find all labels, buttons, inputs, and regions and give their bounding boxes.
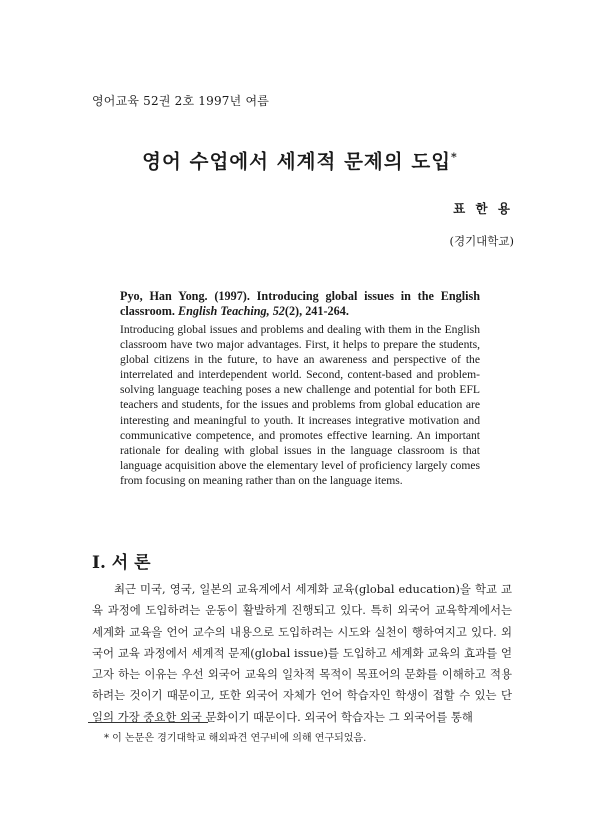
citation-authors-year: Pyo, Han Yong. (1997). Introducing global issues in the English classroom.	[120, 289, 480, 318]
abstract: Introducing global issues and problems and dealing with them in the English classroom have two major advantages. First, it helps to prepare the students, global citizens in the future, to have an awareness and perspective of the interrelated and interdependent world. Second, content-based and problem-solving language teaching poses a new challenge and potential for both EFL teachers and students, for the issues and problems from global education are interesting and meaningful to youth. It increases integrative motivation and communicative competence, and promotes effective learning. An important rationale for dealing with global issues in the language classroom is that language acquisition above the elementary level of proficiency largely comes from focusing on meaning rather than on the language items.	[120, 323, 480, 487]
article-title-text: 영어 수업에서 세계적 문제의 도입	[142, 150, 452, 173]
author-name: 표 한 용	[453, 201, 513, 216]
citation-journal: English Teaching, 52	[178, 304, 285, 318]
footnote-divider	[88, 722, 208, 723]
footnote: * 이 논문은 경기대학교 해외파견 연구비에 의해 연구되었음.	[104, 733, 367, 744]
body-paragraph: 최근 미국, 영국, 일본의 교육계에서 세계화 교육(global education)을 학교 교육 과정에 도입하려는 운동이 활발하게 진행되고 있다. 특히 외국어 교육학계에서는 세계화 교육을 언어 교수의 내용으로 도입하려는 시도와 실천이 행하여지고 있다. 외국어 교육 과정에서 세계적 문제(global issue)를 도입하고 세계화 교육의 효과를 얻고자 하는 이유는 우선 외국어 교육의 일차적 목적이 목표어의 문화를 이해하고 적용하려는 것이기 때문이고, 또한 외국어 자체가 언어 학습자인 학생이 접할 수 있는 단일의 가장 중요한 외국 문화이기 때문이다. 외국어 학습자는 그 외국어를 통해	[92, 582, 512, 724]
author-affiliation: (경기대학교)	[449, 234, 514, 248]
citation-issue-pages: (2), 241-264.	[284, 304, 349, 318]
citation	[120, 289, 480, 319]
article-title	[0, 146, 600, 174]
section-heading: I. 서 론	[92, 553, 151, 573]
title-footnote-mark: *	[451, 150, 458, 164]
journal-header: 영어교육 52권 2호 1997년 여름	[92, 94, 270, 108]
